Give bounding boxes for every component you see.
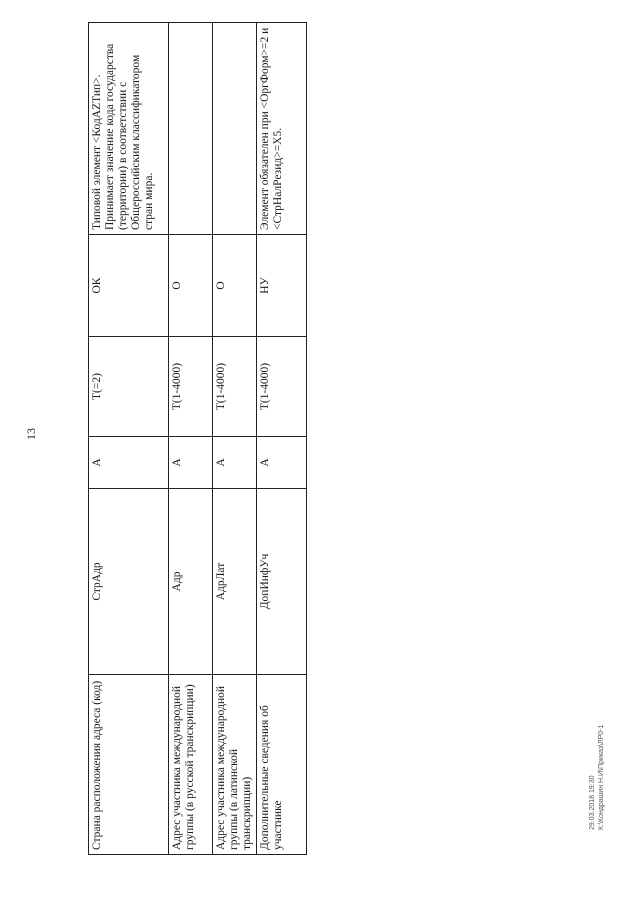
cell-format: Т(1-4000) bbox=[257, 337, 307, 437]
table-row bbox=[257, 23, 307, 855]
cell-required: НУ bbox=[257, 235, 307, 337]
cell-required: О bbox=[213, 235, 257, 337]
stamp-path: К:\Кондрашин Н.И\Приказ\ЛР0-1 bbox=[598, 724, 605, 830]
cell-name: Адрес участника международной группы (в латинской транскрипции) bbox=[213, 675, 257, 855]
cell-code: Адр bbox=[169, 489, 213, 675]
cell-name: Адрес участника международной группы (в русской транскрипции) bbox=[169, 675, 213, 855]
cell-type: А bbox=[169, 437, 213, 489]
cell-note bbox=[169, 23, 213, 235]
cell-required: ОК bbox=[89, 235, 169, 337]
cell-name: Дополнительные сведения об участнике bbox=[257, 675, 307, 855]
cell-name: Страна расположения адреса (код) bbox=[89, 675, 169, 855]
cell-type: А bbox=[257, 437, 307, 489]
cell-format: Т(1-4000) bbox=[169, 337, 213, 437]
table-row bbox=[169, 23, 213, 855]
page-number: 13 bbox=[24, 428, 38, 440]
cell-note: Типовой элемент <КодАZТип>. Принимает значение кода государства (территории) в соответствии с Общероссийским классификатором стран мира. bbox=[89, 23, 169, 235]
cell-type: А bbox=[213, 437, 257, 489]
cell-code: ДопИнфУч bbox=[257, 489, 307, 675]
cell-format: Т(=2) bbox=[89, 337, 169, 437]
cell-note bbox=[213, 23, 257, 235]
cell-code: АдрЛат bbox=[213, 489, 257, 675]
cell-type: А bbox=[89, 437, 169, 489]
print-stamp bbox=[588, 725, 606, 830]
spec-table bbox=[88, 22, 307, 855]
cell-code: СтрАдр bbox=[89, 489, 169, 675]
cell-note: Элемент обязателен при <ОргФорм>=2 и <СтрНалРезид>=Х5. bbox=[257, 23, 307, 235]
cell-format: Т(1-4000) bbox=[213, 337, 257, 437]
table-row bbox=[89, 23, 169, 855]
table-row bbox=[213, 23, 257, 855]
cell-required: О bbox=[169, 235, 213, 337]
rotated-table-region bbox=[88, 23, 306, 855]
stamp-date: 29.03.2018 19:30 bbox=[589, 775, 596, 830]
